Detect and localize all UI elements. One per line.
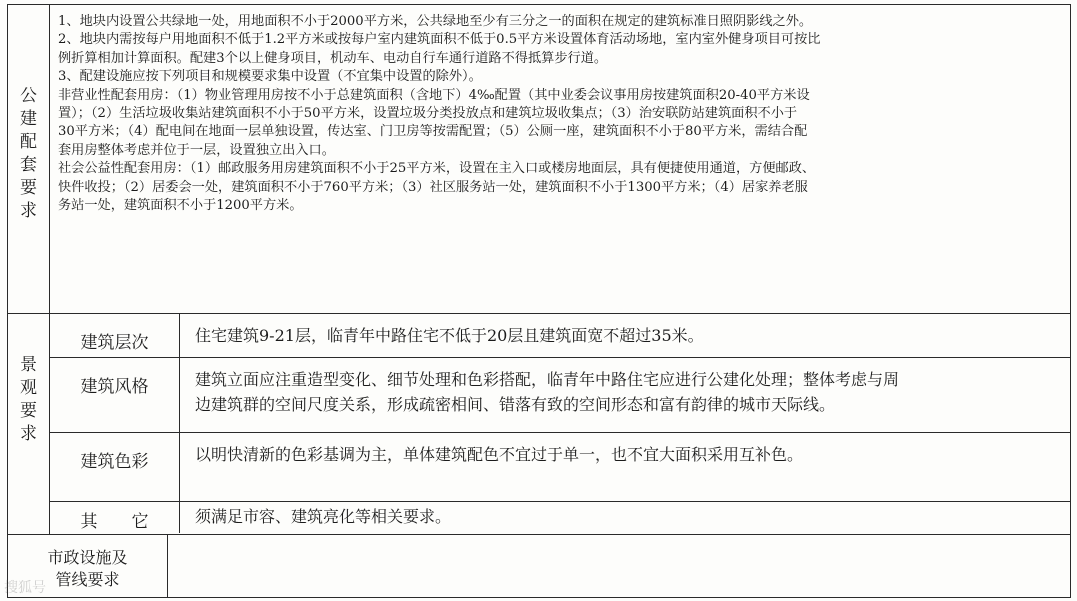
public-facilities-label-cell	[8, 5, 50, 313]
text-line: 住宅建筑9-21层，临青年中路住宅不低于20层且建筑面宽不超过35米。	[195, 326, 704, 345]
text-line: 建筑立面应注重造型变化、细节处理和色彩搭配，临青年中路住宅应进行公建化处理；整体考虑与周	[195, 370, 900, 389]
public-facilities-label	[8, 85, 49, 223]
other-label-cell	[50, 502, 180, 533]
content-line: 务站一处，建筑面积不小于1200平方米。	[58, 198, 303, 214]
building-color-label: 建筑色彩	[80, 452, 149, 472]
building-color-label-cell	[50, 433, 180, 501]
content-line: 快件收投；（2）居委会一处，建筑面积不小于760平方米；（3）社区服务站一处，建筑面积不小于1300平方米；（4）居家养老服	[58, 179, 808, 195]
building-height-row	[50, 314, 1070, 358]
landscape-requirements-row	[7, 313, 1071, 535]
other-row	[50, 502, 1070, 533]
label-char: 要	[20, 401, 37, 421]
building-style-text	[195, 367, 1062, 417]
label-line: 管线要求	[55, 570, 120, 589]
public-facilities-content	[58, 13, 1064, 215]
content-line: 30平方米；（4）配电间在地面一层单独设置，传达室、门卫房等按需配置；（5）公厕一座，建筑面积不小于80平方米，需结合配	[58, 124, 808, 140]
content-line: 社会公益性配套用房：（1）邮政服务用房建筑面积不小于25平方米，设置在主入口或楼房地面层，具有便捷使用通道，方便邮政、	[58, 161, 816, 177]
building-style-row	[50, 358, 1070, 433]
content-line: 非营业性配套用房：（1）物业管理用房按不小于总建筑面积（含地下）4‰配置（其中业委会议事用房按建筑面积20-40平方米设	[58, 87, 810, 103]
text-line: 须满足市容、建筑亮化等相关要求。	[195, 507, 452, 526]
label-char: 求	[20, 424, 37, 444]
label-char: 配	[20, 132, 37, 152]
label-char: 要	[20, 178, 37, 198]
building-style-label-cell	[50, 358, 180, 432]
other-text	[195, 504, 1062, 529]
label-line: 市政设施及	[47, 548, 128, 567]
landscape-label	[8, 354, 49, 446]
building-color-row	[50, 433, 1070, 502]
label-char: 观	[20, 378, 37, 398]
text-line: 以明快清新的色彩基调为主，单体建筑配色不宜过于单一，也不宜大面积采用互补色。	[195, 445, 804, 464]
content-line: 2、地块内需按每户用地面积不低于1.2平方米或按每户室内建筑面积不低于0.5平方米设置体育活动场地，室内室外健身项目可按比	[58, 32, 821, 48]
municipal-facilities-row	[7, 534, 1071, 598]
content-line: 3、配建设施应按下列项目和规模要求集中设置（不宜集中设置的除外）。	[58, 69, 482, 85]
building-color-text	[195, 442, 1062, 467]
content-line: 例折算相加计算面积。配建3个以上健身项目，机动车、电动自行车通行道路不得抵算步行道。	[58, 50, 608, 66]
label-char: 建	[20, 109, 37, 129]
building-height-text	[195, 323, 1062, 348]
building-style-label: 建筑风格	[80, 377, 149, 397]
landscape-label-cell	[8, 314, 50, 534]
content-line: 套用房整体考虑并位于一层，设置独立出入口。	[58, 142, 335, 158]
label-char: 求	[20, 201, 37, 221]
building-height-label-cell	[50, 314, 180, 357]
watermark: 搜狐号	[4, 580, 46, 596]
other-label: 其 它	[80, 512, 149, 532]
label-char: 公	[20, 86, 37, 106]
text-line: 边建筑群的空间尺度关系，形成疏密相间、错落有致的空间形态和富有韵律的城市天际线。	[195, 395, 836, 414]
content-line: 置）；（2）生活垃圾收集站建筑面积不小于50平方米，设置垃圾分类投放点和建筑垃圾收集点；（3）治安联防站建筑面积不小于	[58, 106, 798, 122]
label-char: 套	[20, 155, 37, 175]
label-char: 景	[20, 355, 37, 375]
building-height-label: 建筑层次	[80, 333, 149, 353]
public-facilities-row	[7, 4, 1071, 314]
content-line: 1、地块内设置公共绿地一处，用地面积不小于2000平方米，公共绿地至少有三分之一的面积在规定的建筑标准日照阴影线之外。	[58, 14, 813, 29]
